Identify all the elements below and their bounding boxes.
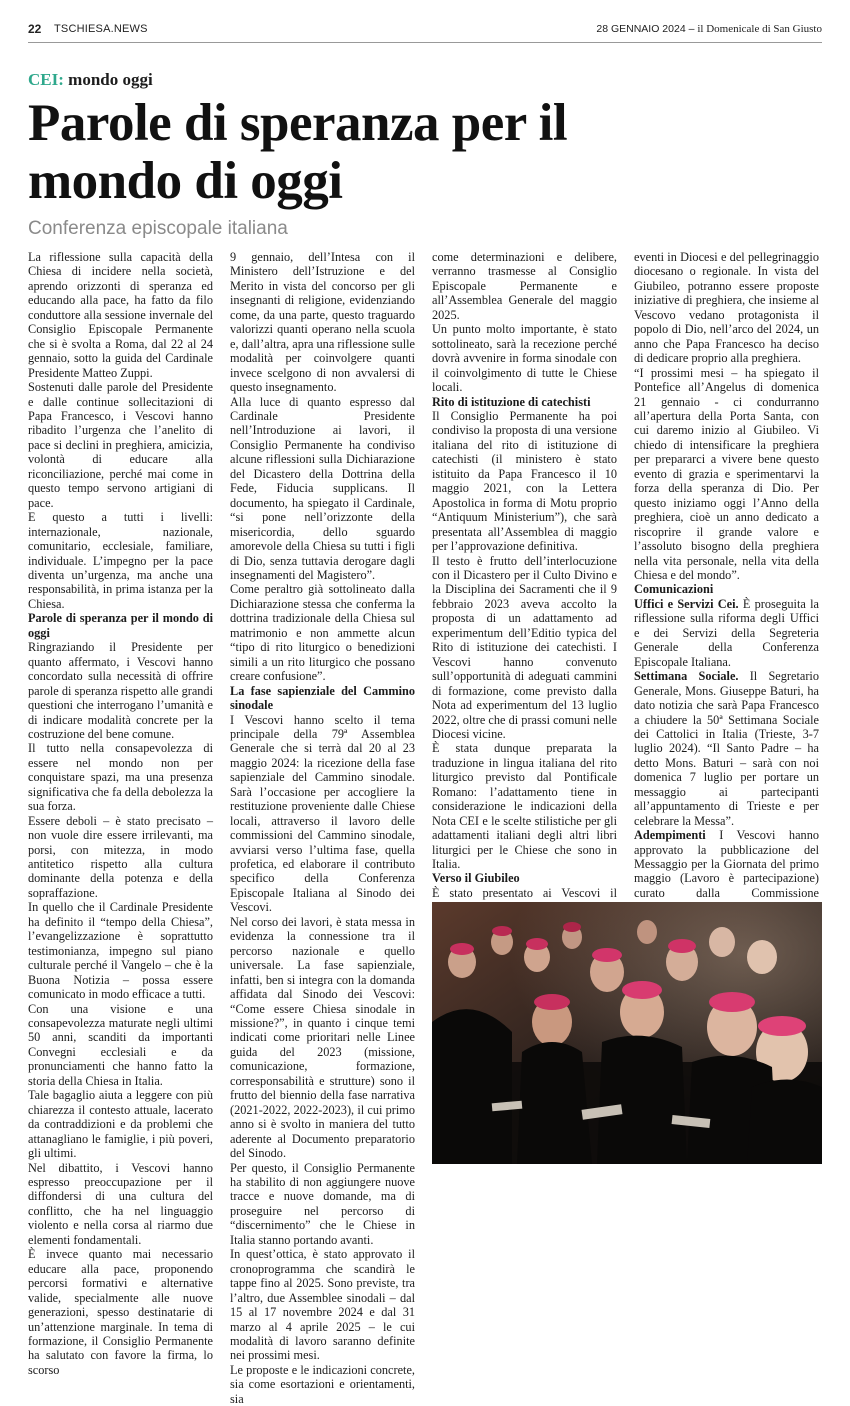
body-paragraph: I Vescovi hanno scelto il tema principale della 79ª Assemblea Generale che si terrà dal 20 al 23 maggio 2024: la ricezione della fase sapienziale del Cammino sinodale. Sarà l’occasione per accogliere la restituzione proveniente dalle Chiese locali, attraverso il lavoro delle commissioni del Cammino sinodale, avviarsi verso l’ultima fase, quella profetica, ed elaborare il contributo specifico della Conferenza Episcopale Italiana al Sinodo dei Vescovi. bbox=[230, 712, 415, 915]
body-paragraph: Il tutto nella consapevolezza di essere nel mondo non per conquistare spazi, ma una presenza significativa che fa della debolezza la sua forza. bbox=[28, 741, 213, 814]
body-paragraph: Essere deboli – è stato precisato – non vuole dire essere irrilevanti, ma porsi, con mitezza, in modo antitetico rispetto alla cultura dominante della potenza e della sopraffazione. bbox=[28, 813, 213, 900]
kicker-text: mondo oggi bbox=[63, 70, 153, 89]
body-paragraph: È invece quanto mai necessario educare alla pace, proponendo percorsi formativi e alternative valide, specialmente alle nuove generazioni, spesso destinatarie di un’attenzione marginale. In tema di formazione, il Consiglio Permanente ha salutato con favore la firma, lo scorso bbox=[28, 1247, 213, 1377]
body-paragraph: Il testo è frutto dell’interlocuzione con il Dicastero per il Culto Divino e la Disciplina dei Sacramenti che il 9 febbraio 2023 aveva accolto la proposta di un adattamento ad experimentum dell’Editio typica del Rito di istituzione dei catechisti. I Vescovi hanno convenuto sull’opportunità di adeguati cammini di formazione, come previsto dalla Nota ad experimentum del 13 luglio 2022, oltre che di prassi comuni nelle Diocesi vicine. bbox=[432, 553, 617, 741]
body-paragraph: Alla luce di quanto espresso dal Cardinale Presidente nell’Introduzione ai lavori, il Consiglio Permanente ha condiviso alcune riflessioni sulla Dichiarazione del Dicastero della Dottrina della Fede, Fiducia supplicans. Il documento, ha spiegato il Cardinale, “si pone nell’orizzonte della misericordia, dello sguardo amorevole della Chiesa su tutti i figli di Dio, senza tuttavia derogare dagli insegnamenti del Magistero”. bbox=[230, 394, 415, 582]
section-heading: Comunicazioni bbox=[634, 582, 714, 597]
article-column-2 bbox=[230, 250, 415, 1406]
body-paragraph bbox=[634, 669, 819, 828]
publication-name: il Domenicale di San Giusto bbox=[697, 23, 822, 35]
body-paragraph: Il Consiglio Permanente ha poi condiviso la proposta di una versione italiana del rito di istituzione di catechisti (il ministero è stato istituito da Papa Francesco il 10 maggio 2021, con la Lettera Apostolica in forma di Motu proprio “Antiquum Ministerium”), che sarà presentata all’Assemblea di maggio per l’approvazione definitiva. bbox=[432, 408, 617, 554]
section-heading: La fase sapienziale del Cammino sinodale bbox=[230, 683, 415, 713]
body-paragraph: Sostenuti dalle parole del Presidente e dalle continue sollecitazioni di Papa Francesco, i Vescovi hanno ribadito l’urgenza che l’anelito di pace si declini in preghiera, amicizia, volontà di educare alla riconciliazione, perché mai come in questo tempo servono artigiani di pace. bbox=[28, 380, 213, 510]
lead-in: Settimana Sociale. bbox=[634, 669, 739, 684]
body-paragraph: Un punto molto importante, è stato sottolineato, sarà la recezione perché dovrà avvenire in forma sinodale con il coinvolgimento di tutte le Chiese locali. bbox=[432, 322, 617, 395]
body-paragraph: E questo a tutti i livelli: internazionale, nazionale, comunitario, ecclesiale, familiare, individuale. L’impegno per la pace diventa un’urgenza, ma anche una responsabilità, in prima istanza per la Chiesa. bbox=[28, 510, 213, 611]
body-paragraph: Come peraltro già sottolineato dalla Dichiarazione stessa che conferma la dottrina tradizionale della Chiesa sul matrimonio e non ammette alcun “tipo di rito liturgico o benedizioni simili a un rito liturgico che possano creare confusione”. bbox=[230, 582, 415, 684]
body-paragraph: È stato presentato ai Vescovi il bbox=[432, 885, 617, 900]
paragraph-text: È proseguita la riflessione sulla riforma degli Uffici e dei Servizi della Segreteria Generale della Conferenza Episcopale Italiana. bbox=[634, 596, 819, 669]
body-paragraph: Con una visione e una consapevolezza maturate negli ultimi 50 anni, scanditi da importanti Convegni ecclesiali e da pronunciamenti che hanno fatto la storia della Chiesa in Italia. bbox=[28, 1001, 213, 1088]
body-paragraph: Tale bagaglio aiuta a leggere con più chiarezza il contesto attuale, lacerato da contraddizioni e da problemi che attanagliano le famiglie, i più poveri, gli ultimi. bbox=[28, 1088, 213, 1161]
issue-info bbox=[596, 23, 822, 35]
paragraph-text: I Vescovi hanno approvato la pubblicazione del Messaggio per la Giornata del primo maggio (Lavoro è partecipazione) curato dalla Commissione bbox=[634, 828, 819, 900]
body-paragraph: Per questo, il Consiglio Permanente ha stabilito di non aggiungere nuove tracce e nuove domande, ma di proseguire nel percorso di “discernimento” che le Chiese in Italia stanno portando avanti. bbox=[230, 1160, 415, 1247]
article-subtitle: Conferenza episcopale italiana bbox=[28, 218, 288, 239]
lead-in: Adempimenti bbox=[634, 828, 706, 843]
body-paragraph: In quello che il Cardinale Presidente ha definito il “tempo della Chiesa”, l’evangelizzazione è soprattutto testimonianza, impegno sul piano culturale perché il Vangelo – che è la Buona Notizia – possa essere comunicato in modo efficace a tutti. bbox=[28, 900, 213, 1002]
body-paragraph: Nel corso dei lavori, è stata messa in evidenza la connessione tra il percorso nazionale e quello universale. La fase sapienziale, infatti, ben si integra con la domanda affidata dal Sinodo dei Vescovi: “Come essere Chiesa sinodale in missione?”, in quanto i cinque temi indicati come prioritari nelle Linee guida del 2023 (missione, comunicazione, formazione, corresponsabilità e strutture) sono il frutto del biennio della fase narrativa (2021-2022, 2022-2023), il cui primo anno si è svolto in maniera del tutto aderente al Documento preparatorio del Sinodo. bbox=[230, 914, 415, 1161]
body-paragraph: È stata dunque preparata la traduzione in lingua italiana del rito liturgico previsto dal Pontificale Romano: l’adattamento tiene in considerazione le indicazioni della Nota CEI e le scelte stilistiche per gli adattamenti italiani degli altri libri liturgici per le Chiese che sono in Italia. bbox=[432, 741, 617, 872]
section-heading: Verso il Giubileo bbox=[432, 871, 520, 886]
article-column-1 bbox=[28, 250, 213, 1377]
header-rule bbox=[28, 42, 822, 43]
site-name[interactable]: TSCHIESA.NEWS bbox=[54, 23, 148, 35]
issue-separator: – bbox=[685, 23, 698, 35]
body-paragraph: In quest’ottica, è stato approvato il cronoprogramma che scandirà le tappe fino al 2025. Sono previste, tra l’altro, due Assemblee sinodali – dal 15 al 17 novembre 2024 e dal 31 marzo al 4 aprile 2025 – le cui modalità di lavoro saranno definite nei prossimi mesi. bbox=[230, 1247, 415, 1363]
bishops-assembly-photo bbox=[432, 902, 822, 1164]
lead-in: Uffici e Servizi Cei. bbox=[634, 596, 739, 611]
kicker-prefix: CEI: bbox=[28, 70, 64, 89]
page-number: 22 bbox=[28, 22, 42, 36]
body-paragraph: Ringraziando il Presidente per quanto affermato, i Vescovi hanno concordato sulla necessità di offrire parole di speranza rispetto alle grandi questioni che interrogano l’umanità e di indicare modalità concrete per la costruzione del bene comune. bbox=[28, 640, 213, 741]
paragraph-text: Il Segretario Generale, Mons. Giuseppe Baturi, ha dato notizia che sarà Papa Francesco a chiudere la 50ª Settimana Sociale dei Cattolici in Italia (Trieste, 3-7 luglio 2024). “Il Santo Padre – ha detto Mons. Baturi – sarà con noi domenica 7 luglio per portare un messaggio ai partecipanti all’appuntamento di Trieste e per celebrare la Messa”. bbox=[634, 669, 819, 828]
page-header bbox=[28, 22, 822, 40]
section-heading: Rito di istituzione di catechisti bbox=[432, 394, 591, 409]
article-title: Parole di speranza per il mondo di oggi bbox=[28, 94, 568, 210]
body-paragraph: come determinazioni e delibere, verranno trasmesse al Consiglio Episcopale Permanente e all’Assemblea Generale del maggio 2025. bbox=[432, 250, 617, 322]
section-heading: Parole di speranza per il mondo di oggi bbox=[28, 611, 213, 640]
body-paragraph: “I prossimi mesi – ha spiegato il Pontefice all’Angelus di domenica 21 gennaio - ci condurranno all’apertura della Porta Santa, con cui daremo inizio al Giubileo. Vi chiedo di intensificare la preghiera per prepararci a vivere bene questo evento di grazia e sperimentarvi la forza della speranza di Dio. Per questo iniziamo oggi l’Anno della preghiera, cioè un anno dedicato a riscoprire il grande valore e l’assoluto bisogno della preghiera nella vita personale, nella vita della Chiesa e del mondo”. bbox=[634, 365, 819, 582]
photo-illustration bbox=[432, 902, 822, 1164]
issue-date: 28 GENNAIO 2024 bbox=[596, 23, 686, 35]
section-kicker bbox=[28, 70, 153, 90]
body-paragraph: Nel dibattito, i Vescovi hanno espresso preoccupazione per il diffondersi di una cultura del conflitto, che ha nel linguaggio violento e nella corsa al riarmo due elementi fondamentali. bbox=[28, 1160, 213, 1247]
body-paragraph: 9 gennaio, dell’Intesa con il Ministero dell’Istruzione e del Merito in vista del concorso per gli insegnanti di religione, evidenziando come, da una parte, questo traguardo valorizzi quanti operano nella scuola e, dall’altra, apra una riflessione sulle modalità per coinvolgere quanti invece scelgono di non avvalersi di questo insegnamento. bbox=[230, 250, 415, 395]
body-paragraph: La riflessione sulla capacità della Chiesa di incidere nella società, aprendo orizzonti di speranza ed educando alla pace, ha fatto da filo conduttore alla sessione invernale del Consiglio Episcopale Permanente che si è svolta a Roma, dal 22 al 24 gennaio, sotto la guida del Cardinale Presidente Matteo Zuppi. bbox=[28, 250, 213, 380]
body-paragraph: Le proposte e le indicazioni concrete, sia come esortazioni e orientamenti, sia bbox=[230, 1362, 415, 1406]
body-paragraph: eventi in Diocesi e del pellegrinaggio diocesano o regionale. In vista del Giubileo, potranno essere proposte iniziative di preghiera, che insieme al Vescovo vedano protagonista il popolo di Dio, nell’arco del 2024, un anno che Papa Francesco ha deciso di dedicare proprio alla preghiera. bbox=[634, 250, 819, 366]
body-paragraph bbox=[634, 597, 819, 669]
